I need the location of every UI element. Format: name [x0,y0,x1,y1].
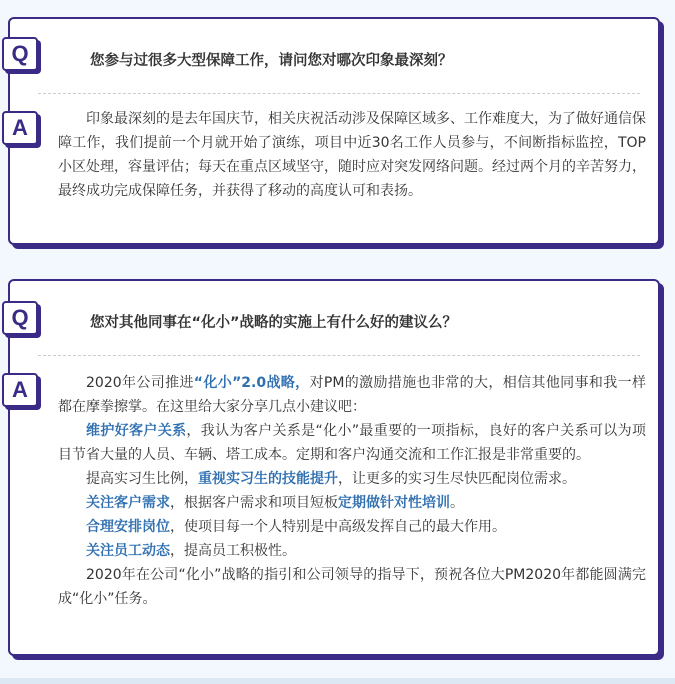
answer-paragraph-7: 2020年在公司“化小”战略的指引和公司领导的指导下，预祝各位大PM2020年都能圆满完成“化小”任务。 [58,567,646,607]
q-badge [2,301,38,335]
dashed-divider [38,93,640,94]
a-badge [2,111,38,145]
bottom-strip [0,678,675,684]
question-text: 您参与过很多大型保障工作，请问您对哪次印象最深刻？ [90,53,453,69]
q-letter: Q [11,305,29,330]
text: 提高实习生比例， [86,471,198,487]
qa-card-1 [8,17,660,245]
text: ，使项目每一个人特别是中高级发挥自己的最大作用。 [170,519,506,535]
text: 2020年公司推进 [86,375,194,391]
text: ，根据客户需求和项目短板 [170,495,338,511]
text: ，我认为客户关系是“化小”最重要的一项指标，良好的客户关系可以为项目节省大量的人员、车辆、塔工成本。定期和客户沟通交流和工作汇报是非常重要的。 [58,423,646,463]
highlight-training: 定期做针对性培训 [338,495,450,511]
highlight-strategy: “化小”2.0战略， [193,375,310,391]
answer-paragraph-6 [58,539,646,563]
highlight-intern-skills: 重视实习生的技能提升 [198,471,338,487]
a-badge [2,373,38,407]
dashed-divider [38,355,640,356]
answer-block [58,107,646,203]
answer-paragraph-2 [58,419,646,467]
text: 对PM的激励措施也非常的大，相信其他同事和我一样都在摩拳擦掌。在这里给大家分享几点小建议吧： [58,375,646,415]
answer-block [58,371,646,611]
a-letter: A [12,377,28,402]
qa-card-2 [8,279,660,656]
highlight-positions: 合理安排岗位 [86,519,170,535]
answer-paragraph-1 [58,371,646,419]
highlight-customer-relations: 维护好客户关系 [86,423,187,439]
q-badge [2,37,38,71]
answer-paragraph-5 [58,515,646,539]
a-letter: A [12,115,28,140]
answer-text: 印象最深刻的是去年国庆节，相关庆祝活动涉及保障区域多、工作难度大，为了做好通信保障工作，我们提前一个月就开始了演练，项目中近30名工作人员参与，不间断指标监控，TOP小区处理，容量评估；每天在重点区域坚守，随时应对突发网络问题。经过两个月的辛苦努力，最终成功完成保障任务，并获得了移动的高度认可和表扬。 [58,111,646,199]
question-text: 您对其他同事在“化小”战略的实施上有什么好的建议么？ [90,315,458,331]
text: ，提高员工积极性。 [170,543,296,559]
highlight-customer-needs: 关注客户需求 [86,495,170,511]
answer-paragraph-3 [58,467,646,491]
text: ，让更多的实习生尽快匹配岗位需求。 [338,471,576,487]
text: 。 [450,495,464,511]
q-letter: Q [11,41,29,66]
highlight-staff: 关注员工动态 [86,543,170,559]
answer-paragraph-4 [58,491,646,515]
